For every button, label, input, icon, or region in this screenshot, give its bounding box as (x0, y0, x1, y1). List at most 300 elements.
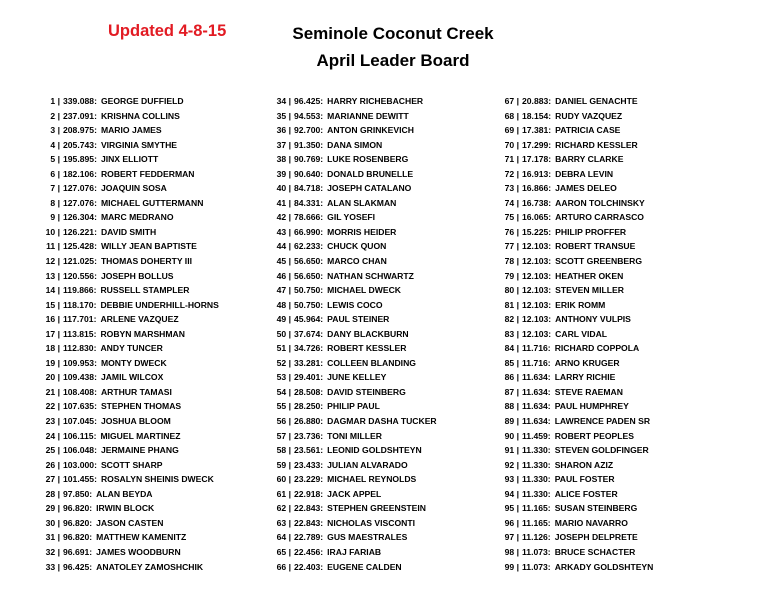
player-name: PAUL FOSTER (554, 474, 615, 485)
leaderboard-row (237, 152, 477, 167)
rank-number: 22 | (45, 401, 60, 412)
leaderboard-row (465, 414, 705, 429)
rank-number: 28 | (45, 488, 60, 499)
player-name: DAGMAR DASHA TUCKER (327, 416, 437, 427)
player-name: GEORGE DUFFIELD (100, 96, 184, 106)
player-name: JAMES DELEO (555, 183, 617, 194)
player-name: NATHAN SCHWARTZ (327, 270, 414, 281)
score-value: 118.170: (63, 299, 97, 310)
leaderboard-row (465, 298, 705, 313)
rank-number: 36 | (276, 125, 291, 136)
rank-number: 68 | (504, 110, 519, 121)
leaderboard-row (6, 239, 246, 254)
rank-number: 44 | (276, 241, 291, 252)
score-value: 12.103: (522, 256, 552, 267)
score-value: 96.425: (63, 561, 93, 572)
leaderboard-row (237, 399, 477, 414)
leaderboard-row (465, 225, 705, 240)
score-value: 22.843: (294, 503, 324, 514)
rank-number: 27 | (45, 474, 60, 485)
score-value: 108.408: (63, 386, 97, 397)
leaderboard-row (465, 356, 705, 371)
rank-number: 84 | (504, 343, 519, 354)
rank-number: 78 | (504, 256, 519, 267)
score-value: 101.455: (63, 474, 97, 485)
score-value: 11.165: (522, 517, 551, 528)
leaderboard-row (6, 414, 246, 429)
score-value: 62.233: (294, 241, 324, 252)
leaderboard-row (6, 196, 246, 211)
rank-number: 51 | (276, 343, 291, 354)
player-name: GIL YOSEFI (327, 212, 376, 223)
score-value: 23.229: (294, 474, 324, 485)
player-name: RUDY VAZQUEZ (555, 110, 623, 121)
updated-date: Updated 4-8-15 (108, 22, 227, 40)
rank-number: 56 | (276, 416, 291, 427)
leaderboard-row (237, 167, 477, 182)
rank-number: 89 | (504, 416, 519, 427)
rank-number: 62 | (276, 503, 291, 514)
score-value: 33.281: (294, 357, 324, 368)
rank-number: 95 | (504, 503, 519, 514)
score-value: 97.850: (63, 488, 93, 499)
rank-number: 35 | (276, 110, 291, 121)
score-value: 26.880: (294, 416, 324, 427)
leaderboard-row (237, 196, 477, 211)
player-name: CARL VIDAL (555, 328, 608, 339)
score-value: 112.830: (63, 343, 97, 354)
leaderboard-row (465, 341, 705, 356)
score-value: 37.674: (294, 328, 324, 339)
score-value: 16.913: (522, 168, 552, 179)
score-value: 117.701: (63, 314, 97, 325)
score-value: 109.953: (63, 357, 97, 368)
leaderboard-row (6, 356, 246, 371)
score-value: 22.918: (294, 488, 324, 499)
rank-number: 64 | (276, 532, 291, 543)
leaderboard-row (6, 269, 246, 284)
rank-number: 54 | (276, 386, 291, 397)
player-name: LEONID GOLDSHTEYN (327, 445, 422, 456)
score-value: 17.178: (522, 154, 552, 165)
player-name: MARC MEDRANO (100, 212, 174, 223)
score-value: 96.820: (63, 503, 93, 514)
leaderboard-row (237, 443, 477, 458)
score-value: 11.634: (522, 416, 551, 427)
rank-number: 60 | (276, 474, 291, 485)
leaderboard-row (465, 487, 705, 502)
leaderboard-row (237, 254, 477, 269)
leaderboard-row (237, 239, 477, 254)
score-value: 22.789: (294, 532, 324, 543)
score-value: 50.750: (294, 285, 324, 296)
rank-number: 82 | (504, 314, 519, 325)
player-name: BRUCE SCHACTER (554, 546, 636, 557)
score-value: 121.025: (63, 256, 97, 267)
leaderboard-row (6, 530, 246, 545)
score-value: 50.750: (294, 299, 324, 310)
score-value: 11.330: (522, 445, 551, 456)
score-value: 29.401: (294, 372, 324, 383)
leaderboard-row (465, 516, 705, 531)
leaderboard-row (465, 167, 705, 182)
player-name: KRISHNA COLLINS (100, 110, 180, 121)
player-name: WILLY JEAN BAPTISTE (100, 241, 197, 252)
rank-number: 94 | (504, 488, 519, 499)
leaderboard-row (6, 138, 246, 153)
rank-number: 17 | (45, 328, 60, 339)
rank-number: 57 | (276, 430, 291, 441)
rank-number: 7 | (50, 183, 60, 194)
leaderboard-row (237, 269, 477, 284)
leaderboard-row (237, 210, 477, 225)
player-name: JOAQUIN SOSA (100, 183, 167, 194)
player-name: ARNO KRUGER (554, 357, 620, 368)
player-name: DEBBIE UNDERHILL-HORNS (100, 299, 219, 310)
rank-number: 20 | (45, 372, 60, 383)
score-value: 208.975: (63, 125, 97, 136)
player-name: JOSEPH CATALANO (327, 183, 412, 194)
leaderboard-row (237, 283, 477, 298)
leaderboard-row (237, 516, 477, 531)
leaderboard-row (6, 152, 246, 167)
rank-number: 15 | (45, 299, 60, 310)
player-name: STEVEN MILLER (555, 285, 624, 296)
score-value: 11.459: (522, 430, 551, 441)
score-value: 56.650: (294, 270, 324, 281)
score-value: 28.250: (294, 401, 324, 412)
leaderboard-row (6, 560, 246, 575)
leaderboard-row (465, 152, 705, 167)
leaderboard-column-1 (6, 94, 246, 574)
leaderboard-row (237, 370, 477, 385)
rank-number: 32 | (45, 546, 60, 557)
rank-number: 10 | (45, 226, 60, 237)
rank-number: 14 | (45, 285, 60, 296)
player-name: TONI MILLER (327, 430, 382, 441)
player-name: MORRIS HEIDER (327, 226, 397, 237)
rank-number: 76 | (504, 226, 519, 237)
player-name: DANA SIMON (327, 139, 383, 150)
rank-number: 52 | (276, 357, 291, 368)
leaderboard-row (237, 414, 477, 429)
player-name: DEBRA LEVIN (555, 168, 614, 179)
score-value: 120.556: (63, 270, 97, 281)
score-value: 182.106: (63, 168, 97, 179)
leaderboard-row (6, 399, 246, 414)
rank-number: 97 | (504, 532, 519, 543)
rank-number: 37 | (276, 139, 291, 150)
player-name: CHUCK QUON (327, 241, 387, 252)
player-name: MICHAEL GUTTERMANN (100, 197, 204, 208)
score-value: 56.650: (294, 256, 324, 267)
rank-number: 58 | (276, 445, 291, 456)
score-value: 17.381: (522, 125, 552, 136)
player-name: EUGENE CALDEN (327, 561, 402, 572)
player-name: JOSEPH DELPRETE (554, 532, 638, 543)
rank-number: 65 | (276, 546, 291, 557)
player-name: ERIK ROMM (555, 299, 606, 310)
player-name: MONTY DWECK (100, 357, 167, 368)
leaderboard-row (465, 283, 705, 298)
player-name: SCOTT SHARP (100, 459, 163, 470)
leaderboard-row (237, 501, 477, 516)
score-value: 11.634: (522, 372, 551, 383)
leaderboard-row (6, 516, 246, 531)
player-name: JULIAN ALVARADO (327, 459, 408, 470)
rank-number: 96 | (504, 517, 519, 528)
player-name: JERMAINE PHANG (100, 445, 179, 456)
player-name: GUS MAESTRALES (327, 532, 408, 543)
player-name: STEVEN GOLDFINGER (554, 445, 649, 456)
player-name: RICHARD COPPOLA (554, 343, 640, 354)
rank-number: 93 | (504, 474, 519, 485)
score-value: 15.225: (522, 226, 552, 237)
leaderboard-row (465, 254, 705, 269)
leaderboard-row (6, 487, 246, 502)
player-name: ARLENE VAZQUEZ (100, 314, 179, 325)
score-value: 126.304: (63, 212, 97, 223)
player-name: STEVE RAEMAN (554, 386, 623, 397)
score-value: 96.425: (294, 96, 324, 106)
rank-number: 81 | (504, 299, 519, 310)
leaderboard-row (237, 181, 477, 196)
score-value: 11.330: (522, 474, 551, 485)
rank-number: 34 | (276, 96, 291, 106)
leaderboard-row (465, 472, 705, 487)
leaderboard-row (465, 443, 705, 458)
score-value: 11.126: (522, 532, 551, 543)
leaderboard-row (465, 327, 705, 342)
score-value: 28.508: (294, 386, 324, 397)
leaderboard-row (6, 370, 246, 385)
score-value: 96.820: (63, 532, 93, 543)
leaderboard-row (6, 341, 246, 356)
rank-number: 24 | (45, 430, 60, 441)
player-name: THOMAS DOHERTY III (100, 256, 192, 267)
player-name: JUNE KELLEY (327, 372, 387, 383)
leaderboard-row (237, 225, 477, 240)
rank-number: 13 | (45, 270, 60, 281)
rank-number: 8 | (50, 197, 60, 208)
rank-number: 59 | (276, 459, 291, 470)
rank-number: 18 | (45, 343, 60, 354)
player-name: DAVID SMITH (100, 226, 157, 237)
leaderboard-column-3 (465, 94, 705, 574)
rank-number: 3 | (50, 125, 60, 136)
leaderboard-row (237, 356, 477, 371)
score-value: 339.088: (63, 96, 97, 106)
leaderboard-row (237, 123, 477, 138)
player-name: RUSSELL STAMPLER (100, 285, 190, 296)
leaderboard-column-2 (237, 94, 477, 574)
score-value: 11.716: (522, 343, 551, 354)
leaderboard-row (6, 298, 246, 313)
score-value: 96.691: (63, 546, 93, 557)
player-name: ROBYN MARSHMAN (100, 328, 185, 339)
score-value: 20.883: (522, 96, 552, 106)
player-name: MIGUEL MARTINEZ (100, 430, 181, 441)
rank-number: 21 | (45, 386, 60, 397)
leaderboard-row (237, 530, 477, 545)
rank-number: 61 | (276, 488, 291, 499)
player-name: IRAJ FARIAB (327, 546, 382, 557)
rank-number: 73 | (504, 183, 519, 194)
score-value: 12.103: (522, 241, 552, 252)
score-value: 103.000: (63, 459, 97, 470)
player-name: ALAN BEYDA (96, 488, 153, 499)
player-name: MARIANNE DEWITT (327, 110, 409, 121)
leaderboard-row (465, 545, 705, 560)
player-name: MARCO CHAN (327, 256, 387, 267)
score-value: 18.154: (522, 110, 552, 121)
rank-number: 42 | (276, 212, 291, 223)
rank-number: 79 | (504, 270, 519, 281)
leaderboard-row (237, 429, 477, 444)
rank-number: 40 | (276, 183, 291, 194)
page-subtitle: April Leader Board (316, 51, 470, 70)
player-name: PHILIP PAUL (327, 401, 380, 412)
rank-number: 49 | (276, 314, 291, 325)
score-value: 12.103: (522, 299, 552, 310)
rank-number: 38 | (276, 154, 291, 165)
leaderboard-row (6, 254, 246, 269)
leaderboard-row (465, 210, 705, 225)
rank-number: 26 | (45, 459, 60, 470)
player-name: DANIEL GENACHTE (555, 96, 638, 106)
rank-number: 29 | (45, 503, 60, 514)
rank-number: 74 | (504, 197, 519, 208)
player-name: ANATOLEY ZAMOSHCHIK (96, 561, 204, 572)
leaderboard-row (6, 167, 246, 182)
leaderboard-row (465, 501, 705, 516)
score-value: 84.718: (294, 183, 324, 194)
rank-number: 72 | (504, 168, 519, 179)
player-name: ARKADY GOLDSHTEYN (554, 561, 654, 572)
score-value: 22.456: (294, 546, 324, 557)
score-value: 11.634: (522, 401, 551, 412)
rank-number: 12 | (45, 256, 60, 267)
leaderboard-row (237, 341, 477, 356)
leaderboard-row (6, 225, 246, 240)
leaderboard-row (465, 109, 705, 124)
score-value: 94.553: (294, 110, 324, 121)
score-value: 11.330: (522, 488, 551, 499)
score-value: 107.045: (63, 416, 97, 427)
leaderboard-row (237, 327, 477, 342)
player-name: PHILIP PROFFER (555, 226, 627, 237)
leaderboard-row (465, 560, 705, 575)
player-name: ROSALYN SHEINIS DWECK (100, 474, 214, 485)
score-value: 113.815: (63, 328, 97, 339)
score-value: 11.330: (522, 459, 551, 470)
player-name: MARIO JAMES (100, 125, 162, 136)
score-value: 109.438: (63, 372, 97, 383)
player-name: AARON TOLCHINSKY (555, 197, 645, 208)
rank-number: 98 | (504, 546, 519, 557)
leaderboard-row (6, 458, 246, 473)
leaderboard-row (465, 94, 705, 109)
rank-number: 11 | (46, 241, 60, 252)
player-name: DAVID STEINBERG (327, 386, 406, 397)
score-value: 92.700: (294, 125, 324, 136)
rank-number: 63 | (276, 517, 291, 528)
leaderboard-row (237, 109, 477, 124)
score-value: 106.048: (63, 445, 97, 456)
leaderboard-row (465, 269, 705, 284)
player-name: ANTHONY VULPIS (555, 314, 631, 325)
score-value: 119.866: (63, 285, 97, 296)
rank-number: 30 | (45, 517, 60, 528)
player-name: JAMES WOODBURN (96, 546, 181, 557)
player-name: VIRGINIA SMYTHE (100, 139, 178, 150)
score-value: 90.640: (294, 168, 324, 179)
player-name: DANY BLACKBURN (327, 328, 409, 339)
player-name: ROBERT PEOPLES (554, 430, 634, 441)
leaderboard-row (6, 472, 246, 487)
player-name: ARTHUR TAMASI (100, 386, 172, 397)
score-value: 11.634: (522, 386, 551, 397)
rank-number: 69 | (504, 125, 519, 136)
player-name: ALAN SLAKMAN (327, 197, 397, 208)
leaderboard-row (237, 560, 477, 575)
leaderboard-row (237, 138, 477, 153)
rank-number: 86 | (504, 372, 519, 383)
player-name: ARTURO CARRASCO (555, 212, 644, 223)
leaderboard-row (237, 458, 477, 473)
player-name: STEPHEN THOMAS (100, 401, 182, 412)
player-name: BARRY CLARKE (555, 154, 624, 165)
score-value: 106.115: (63, 430, 97, 441)
player-name: LARRY RICHIE (554, 372, 616, 383)
rank-number: 41 | (276, 197, 291, 208)
leaderboard-row (237, 312, 477, 327)
player-name: SUSAN STEINBERG (554, 503, 638, 514)
score-value: 90.769: (294, 154, 324, 165)
score-value: 126.221: (63, 226, 97, 237)
score-value: 17.299: (522, 139, 552, 150)
score-value: 12.103: (522, 285, 552, 296)
score-value: 195.895: (63, 154, 97, 165)
leaderboard-row (465, 239, 705, 254)
rank-number: 33 | (45, 561, 60, 572)
player-name: MATTHEW KAMENITZ (96, 532, 187, 543)
player-name: ROBERT TRANSUE (555, 241, 636, 252)
rank-number: 92 | (504, 459, 519, 470)
player-name: JACK APPEL (327, 488, 382, 499)
rank-number: 88 | (504, 401, 519, 412)
score-value: 91.350: (294, 139, 324, 150)
rank-number: 43 | (276, 226, 291, 237)
player-name: HARRY RICHEBACHER (327, 96, 424, 106)
leaderboard-row (465, 370, 705, 385)
player-name: ALICE FOSTER (554, 488, 618, 499)
rank-number: 50 | (276, 328, 291, 339)
player-name: JINX ELLIOTT (100, 154, 159, 165)
leaderboard-row (6, 210, 246, 225)
player-name: LAWRENCE PADEN SR (554, 416, 651, 427)
rank-number: 4 | (50, 139, 60, 150)
leaderboard-row (465, 123, 705, 138)
player-name: NICHOLAS VISCONTI (327, 517, 416, 528)
rank-number: 23 | (45, 416, 60, 427)
leaderboard-row (6, 429, 246, 444)
rank-number: 80 | (504, 285, 519, 296)
rank-number: 16 | (45, 314, 60, 325)
leaderboard-row (6, 123, 246, 138)
player-name: SHARON AZIZ (554, 459, 614, 470)
player-name: ROBERT FEDDERMAN (100, 168, 195, 179)
